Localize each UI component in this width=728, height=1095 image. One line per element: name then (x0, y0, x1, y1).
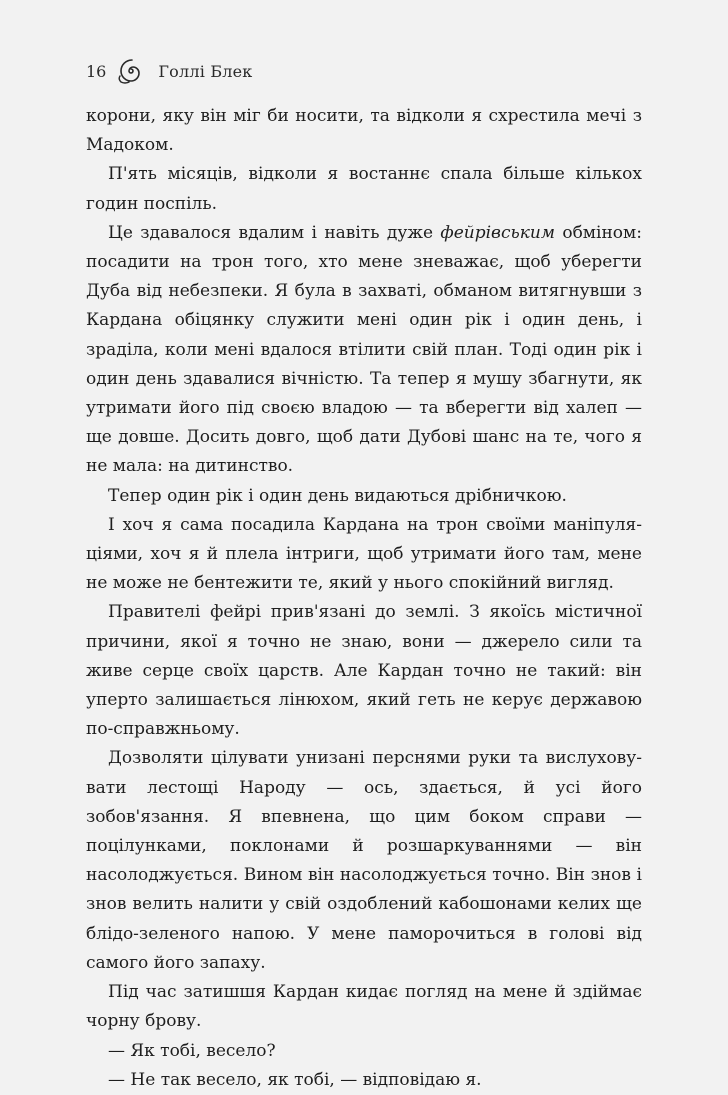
paragraph-text: Це здавалося вдалим і навіть дуже (108, 222, 441, 243)
dialogue-line: — Не так весело, як тобі, — відповідаю я. (108, 1069, 482, 1090)
paragraph-text: обміном: посадити на трон того, хто мене зневажає, щоб уберегти Дуба від небезпеки. Я була в захваті, обманом витягнувши з Кардана обіцянку служити мені один рік і один день, і зраділа, коли мені вдалося втілити свій план. Тоді один рік і один день здавалися вічністю. Та тепер я мушу збагнути, як утримати його під своєю владою — та вберегти від халеп — ще довше. Досить довго, щоб дати Дубові шанс на те, чого я не мала: на дитинство. (86, 222, 642, 477)
page-number: 16 (86, 61, 107, 81)
body-text (86, 102, 642, 1095)
dialogue-line: — Як тобі, весело? (108, 1040, 276, 1061)
paragraph: Дозволяти цілувати унизані перснями руки та вислуховувати лестощі Народу — ось, здається, й усі його зобов'язання. Я впевнена, що цим боком справи — поцілунками, поклонами й розшаркуваннями — він насолоджується. Вином він насолоджується точно. Він знов і знов велить налити у свій оздоблений кабошонами келих ще блідо-зеленого напою. У мене паморочиться в голові від самого його запаху. (86, 748, 642, 973)
paragraph: Тепер один рік і один день видаються дрібничкою. (108, 485, 567, 506)
paragraph (86, 219, 642, 482)
emphasis-word: фейрівським (440, 222, 555, 243)
paragraph: П'ять місяців, відколи я востаннє спала більше кількох годин поспіль. (86, 164, 642, 214)
author-name: Голлі Блек (158, 61, 253, 81)
paragraph: корони, яку він міг би носити, та відколи я схрестила мечі з Мадоком. (86, 106, 642, 156)
running-head (86, 56, 253, 86)
paragraph: Під час затишшя Кардан кидає погляд на мене й здіймає чорну брову. (86, 982, 642, 1032)
paragraph: І хоч я сама посадила Кардана на трон своїми маніпуляціями, хоч я й плела інтриги, щоб утримати його там, мене не може не бентежити те, який у нього спокійний вигляд. (86, 514, 642, 594)
spiral-shell-icon (116, 56, 146, 86)
paragraph: Правителі фейрі прив'язані до землі. З якоїсь містичної причини, якої я точно не знаю, вони — джерело сили та живе серце своїх царств. Але Кардан точно не такий: він уперто залишається лінюхом, який геть не керує державою по-справжньому. (86, 602, 642, 740)
